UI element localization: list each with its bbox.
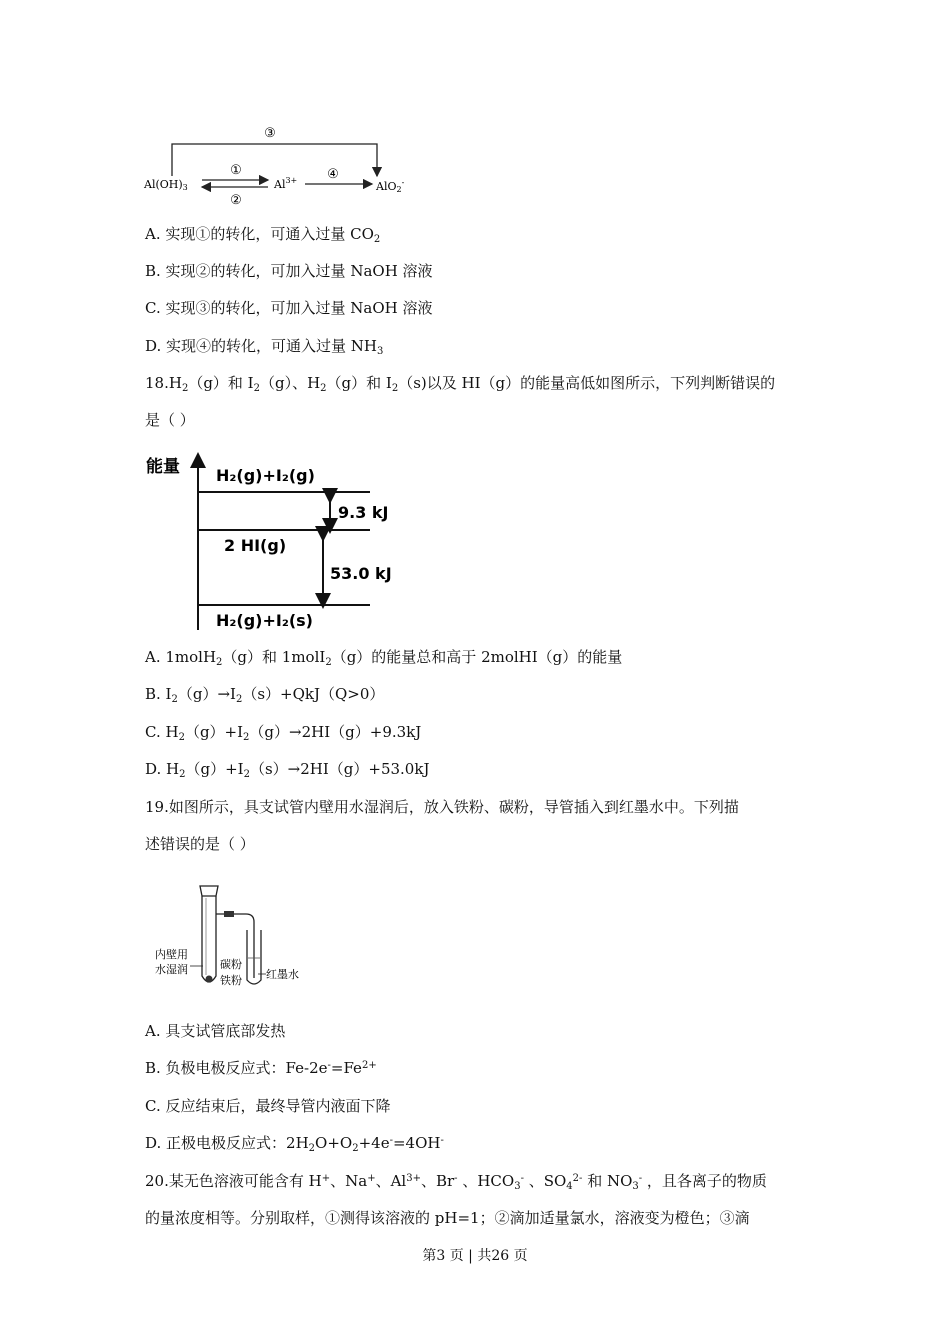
- q19-stem-line1: 19.如图所示，具支试管内壁用水湿润后，放入铁粉、碳粉，导管插入到红墨水中。下列描: [145, 798, 739, 816]
- q19-option-b: B. 负极电极反应式：$Fe-2e^-=Fe^{2+}$: [145, 1059, 377, 1077]
- label-wall-2: 水湿润: [155, 963, 188, 976]
- gap-upper-label: 9.3 kJ: [338, 503, 389, 522]
- top-level-label: H₂(g)+I₂(g): [216, 466, 315, 485]
- species-al3: $Al^{3+}$: [274, 176, 298, 191]
- q17-option-c: C. 实现③的转化，可加入过量 NaOH 溶液: [145, 299, 433, 317]
- middle-level-label: 2 HI(g): [224, 536, 287, 555]
- label-carbon: 碳粉: [220, 958, 242, 971]
- q19-option-d: D. 正极电极反应式：$2H_2O+O_2+4e^-=4OH^-$: [145, 1134, 444, 1154]
- q19-option-c: C. 反应结束后，最终导管内液面下降: [145, 1097, 391, 1115]
- gap-lower-label: 53.0 kJ: [330, 564, 392, 583]
- q18-option-d: D. $H_2(g)+I_2(s)\to 2HI(g)+53.0kJ$: [145, 760, 430, 780]
- q18-stem-line1: $18.H_2(g)$和 $I_2(g)$、$H_2(g)$和 $I_2(s)$以及 HI（g）的能量高低如图所示，下列判断错误的: [145, 374, 776, 394]
- q18-option-b: B. $I_2(g)\to I_2(s)+QkJ(Q>0)$: [145, 685, 385, 705]
- iron-carbon-powder: [206, 976, 213, 983]
- rubber-connector: [224, 911, 234, 917]
- label-1: ①: [230, 163, 242, 178]
- branched-test-tube: [202, 896, 216, 982]
- q18-stem-line2: 是（ ）: [145, 411, 195, 429]
- label-wall-1: 内壁用: [155, 948, 188, 961]
- label-2: ②: [230, 193, 242, 208]
- tube-mouth: [200, 886, 218, 896]
- label-ink: 红墨水: [266, 968, 299, 981]
- label-3: ③: [264, 126, 276, 141]
- q20-stem-line2: 的量浓度相等。分别取样，①测得该溶液的 pH=1；②滴加适量氯水，溶液变为橙色；③滴: [145, 1209, 750, 1227]
- q19-apparatus-diagram: [150, 880, 320, 995]
- y-axis-label: 能量: [146, 457, 180, 477]
- q17-option-a: A. 实现①的转化，可通入过量 $CO_2$: [145, 225, 381, 245]
- q19-stem-line2: 述错误的是（ ）: [145, 835, 255, 853]
- path-3-line: [172, 144, 377, 176]
- q18-option-a: A. 1molH$_2$（g）和 1molI$_2$（g）的能量总和高于 2molHI（g）的能量: [145, 648, 623, 668]
- q17-conversion-diagram: [140, 120, 410, 210]
- bottom-level-label: H₂(g)+I₂(s): [216, 611, 313, 630]
- q20-stem-line1: 20.某无色溶液可能含有 H+、Na+、$Al^{3+}$、Br- 、$HCO_3^-$ 、$SO_4^{2-}$ 和 $NO_3^-$ ，且各离子的物质: [145, 1172, 767, 1192]
- species-aloh3: Al(OH)3: [144, 178, 188, 192]
- q18-option-c: C. $H_2(g)+I_2(g)\to 2HI(g)+9.3kJ$: [145, 723, 422, 743]
- q17-option-d: D. 实现④的转化，可通入过量 $NH_3$: [145, 337, 384, 357]
- label-iron: 铁粉: [220, 974, 242, 987]
- q19-option-a: A. 具支试管底部发热: [145, 1022, 286, 1040]
- label-4: ④: [327, 167, 339, 182]
- q18-energy-diagram: [140, 448, 400, 638]
- page-footer: 第3 页 | 共26 页: [422, 1248, 528, 1264]
- q17-option-b: B. 实现②的转化，可加入过量 NaOH 溶液: [145, 262, 433, 280]
- species-alo2: AlO2-: [376, 178, 405, 194]
